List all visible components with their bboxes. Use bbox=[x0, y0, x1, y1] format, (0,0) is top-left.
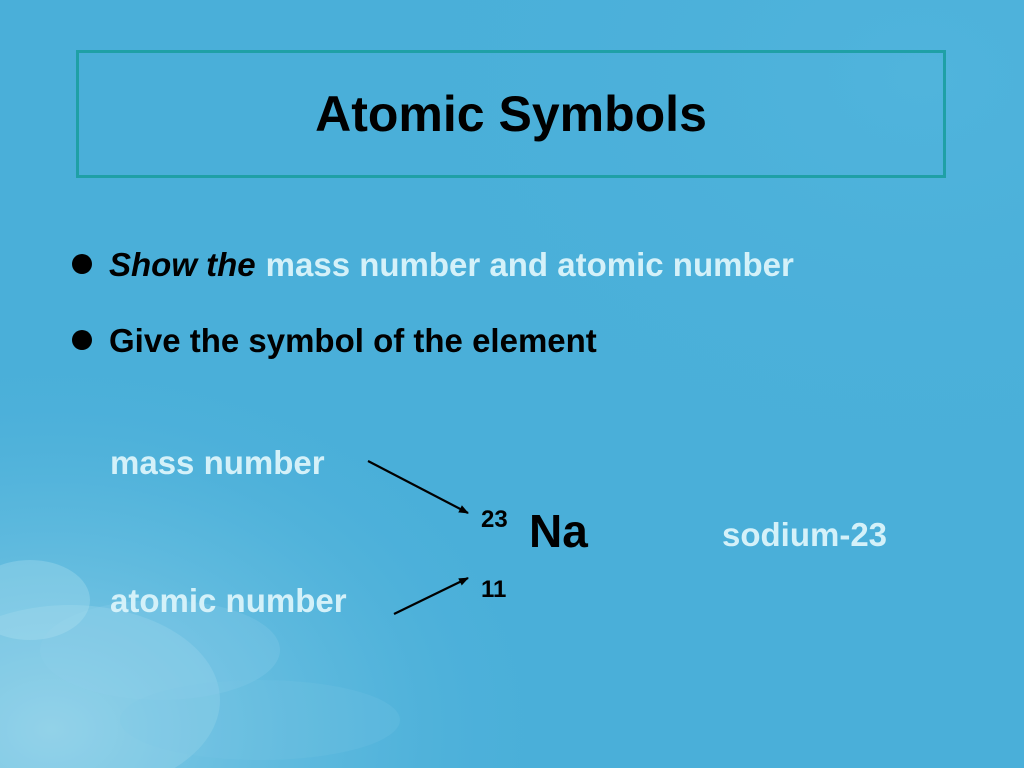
bullet-highlight-text: mass number and atomic number bbox=[265, 246, 794, 283]
mass-number-value: 23 bbox=[481, 506, 508, 533]
atomic-number-label: atomic number bbox=[110, 582, 347, 619]
bullet-italic-text: Show the bbox=[109, 246, 256, 283]
element-symbol: Na bbox=[529, 505, 588, 557]
mass-arrow-icon bbox=[368, 461, 468, 513]
mass-number-label: mass number bbox=[110, 444, 325, 481]
atomic-number-value: 11 bbox=[481, 576, 507, 603]
isotope-name: sodium-23 bbox=[722, 516, 888, 553]
slide-title: Atomic Symbols bbox=[315, 86, 707, 142]
bullet-text: Give the symbol of the element bbox=[109, 322, 597, 359]
atomic-arrow-icon bbox=[394, 578, 468, 614]
